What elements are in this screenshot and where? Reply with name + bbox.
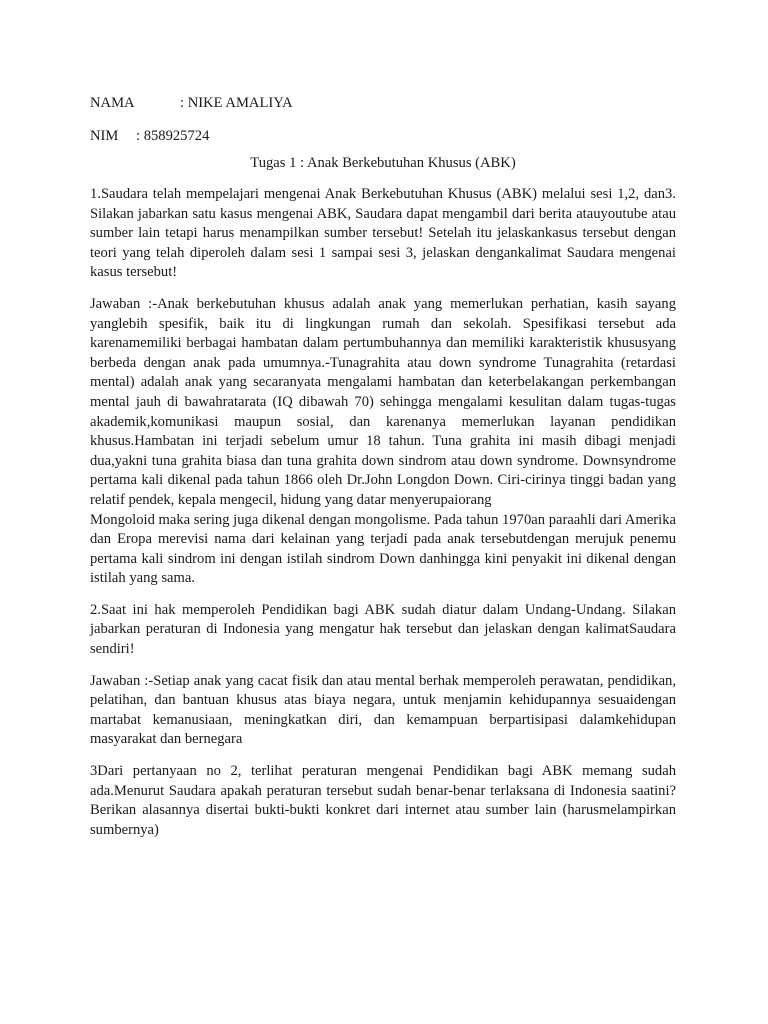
answer-1 xyxy=(90,295,676,589)
answer-1-part-b: Mongoloid maka sering juga dikenal dengan mongolisme. Pada tahun 1970an paraahli dari Amerika dan Eropa merevisi nama dari kelainan yang terjadi pada anak tersebutdengan merujuk penemu pertama kali sindrom ini dengan istilah sindrom Down danhingga kini penyakit ini dikenal dengan istilah yang sama. xyxy=(90,511,676,587)
document-page xyxy=(90,94,676,840)
nim-row xyxy=(90,127,676,147)
question-2: 2.Saat ini hak memperoleh Pendidikan bagi ABK sudah diatur dalam Undang-Undang. Silakan jabarkan peraturan di Indonesia yang mengatur hak tersebut dan jelaskan dengan kalimatSaudara sendiri! xyxy=(90,601,676,658)
question-1: 1.Saudara telah mempelajari mengenai Anak Berkebutuhan Khusus (ABK) melalui sesi 1,2, dan3. Silakan jabarkan satu kasus mengenai ABK, Saudara dapat mengambil dari berita atauyoutube atau sumber lain tetapi harus menampilkan sumber tersebut! Setelah itu jelaskankasus tersebut dengan teori yang telah diperoleh dalam sesi 1 sampai sesi 3, jelaskan dengankalimat Saudara mengenai kasus tersebut! xyxy=(90,186,676,281)
answer-1-part-a: Jawaban :-Anak berkebutuhan khusus adalah anak yang memerlukan perhatian, kasih sayang yanglebih spesifik, baik itu di lingkungan rumah dan sekolah. Spesifikasi tersebut ada karenamemiliki berbagai hambatan dalam pertumbuhannya dan memiliki karakteristik khususyang berbeda dengan anak pada umumnya.-Tunagrahita atau down syndrome Tunagrahita (retardasi mental) adalah anak yang secaranyata mengalami hambatan dan keterbelakangan perkembangan mental jauh di bawahratarata (IQ dibawah 70) sehingga mengalami kesulitan dalam tugas-tugas akademik,komunikasi maupun sosial, dan karenanya memerlukan layanan pendidikan khusus.Hambatan ini terjadi sebelum umur 18 tahun. Tuna grahita ini masih dibagi menjadi dua,yakni tuna grahita biasa dan tuna grahita down sindrom atau down syndrome. Downsyndrome pertama kali dikenal pada tahun 1866 oleh Dr.John Longdon Down. Ciri-cirinya tinggi badan yang relatif pendek, kepala mengecil, hidung yang datar menyerupaiorang xyxy=(90,295,676,508)
assignment-title: Tugas 1 : Anak Berkebutuhan Khusus (ABK) xyxy=(250,155,516,171)
name-value: : NIKE AMALIYA xyxy=(180,95,293,111)
nim-value: : 858925724 xyxy=(136,128,210,144)
nim-label: NIM xyxy=(90,128,119,144)
name-label: NAMA xyxy=(90,95,135,111)
answer-2: Jawaban :-Setiap anak yang cacat fisik dan atau mental berhak memperoleh perawatan, pendidikan, pelatihan, dan bantuan khusus atas biaya negara, untuk menjamin kehidupannya sesuaidengan martabat kemanusiaan, meningkatkan diri, dan kemampuan berpartisipasi dalamkehidupan masyarakat dan bernegara xyxy=(90,672,676,748)
name-row xyxy=(90,94,676,114)
question-3: 3Dari pertanyaan no 2, terlihat peraturan mengenai Pendidikan bagi ABK memang sudah ada.Menurut Saudara apakah peraturan tersebut sudah benar-benar terlaksana di Indonesia saatini? Berikan alasannya disertai bukti-bukti konkret dari internet atau sumber lain (harusmelampirkan sumbernya) xyxy=(90,763,676,838)
